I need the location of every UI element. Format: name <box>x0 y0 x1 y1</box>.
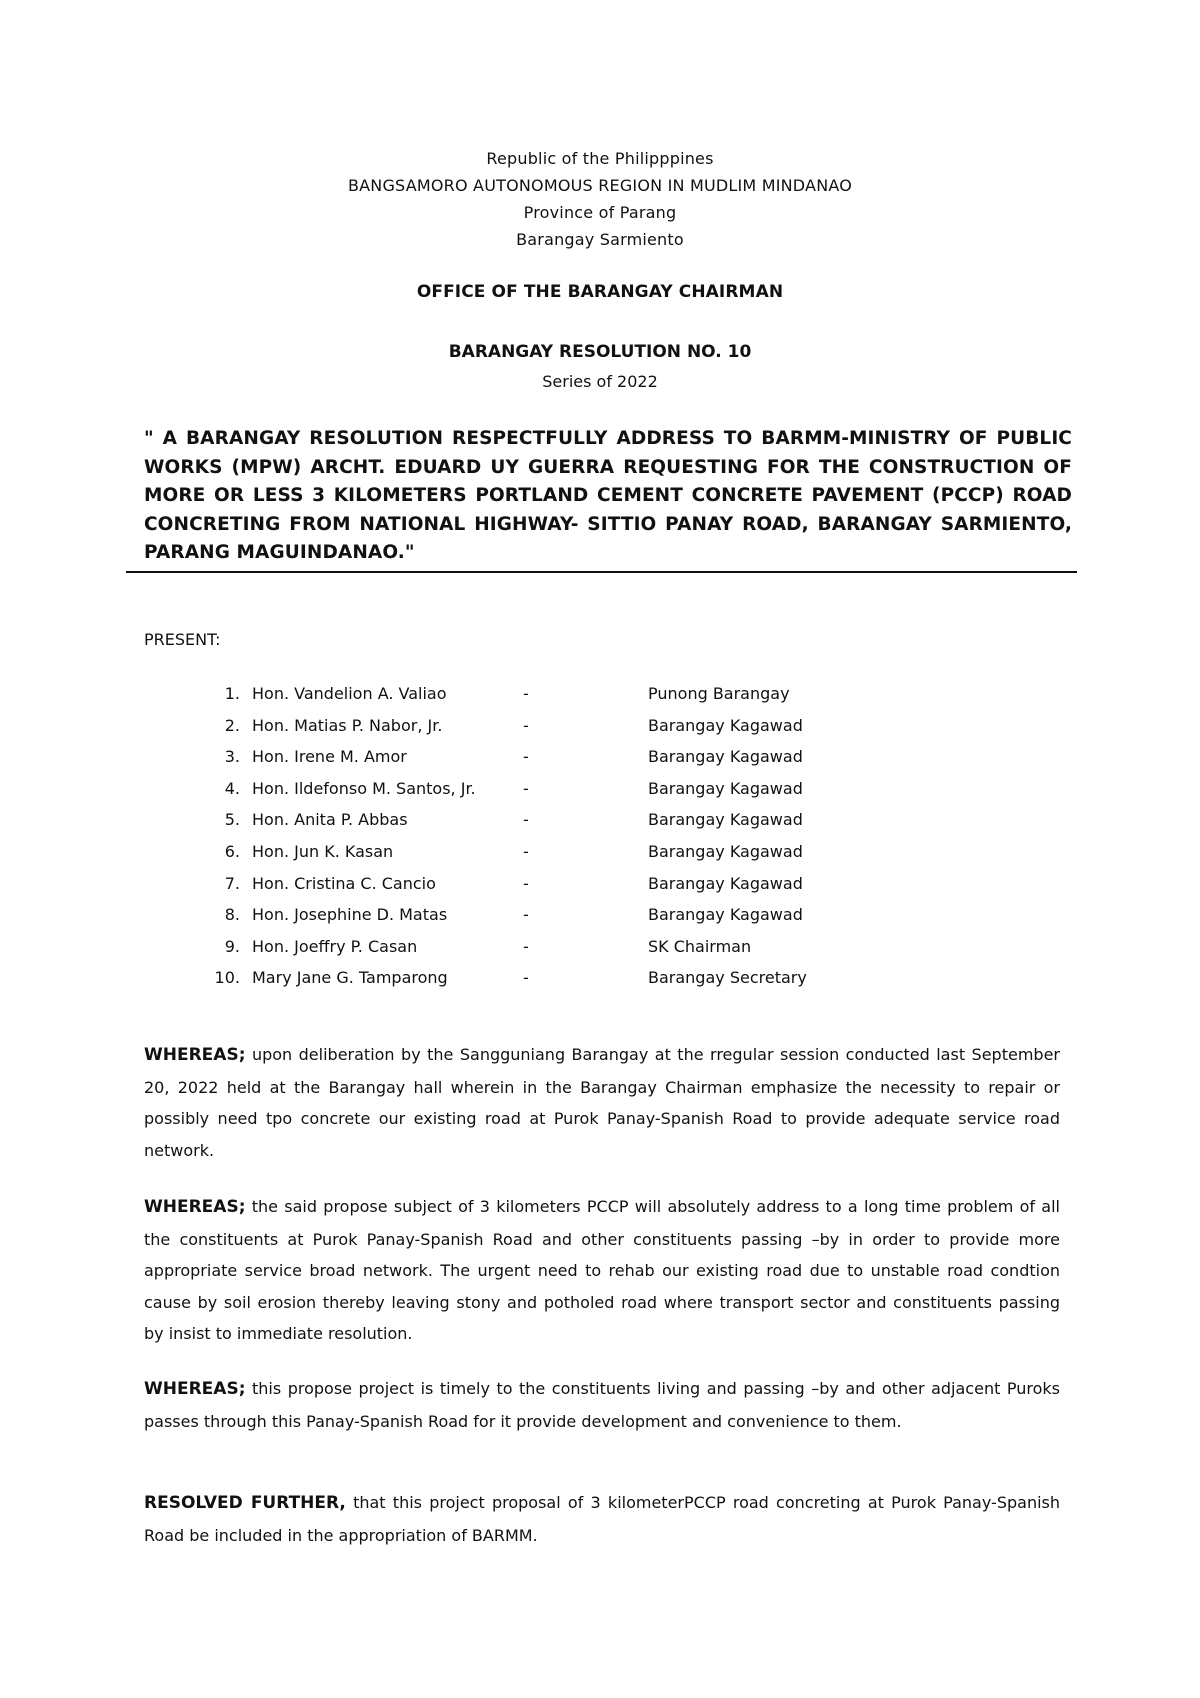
attendee-position: Barangay Kagawad <box>648 873 803 893</box>
attendee-dash: - <box>523 936 529 956</box>
attendee-number: 2. <box>224 715 240 735</box>
attendee-name: Hon. Anita P. Abbas <box>252 810 408 830</box>
attendee-position: Barangay Kagawad <box>648 715 803 735</box>
attendee-row <box>212 836 912 868</box>
letterhead-country: Republic of the Philipppines <box>486 149 714 168</box>
paragraph-text: the said propose subject of 3 kilometers PCCP will absolutely address to a long time problem of all the constituents at Purok Panay-Spanish Road and other constituents passing –by in order to provide more appropriate service broad network. The urgent need to rehab our existing road due to unstable road condtion cause by soil erosion thereby leaving stony and potholed road where transport sector and constituents passing by insist to immediate resolution. <box>144 1197 1060 1343</box>
attendee-number: 8. <box>224 905 240 925</box>
attendee-name: Hon. Ildefonso M. Santos, Jr. <box>252 778 476 798</box>
attendee-number: 9. <box>224 936 240 956</box>
paragraph-text: upon deliberation by the Sangguniang Barangay at the rregular session conducted last September 20, 2022 held at the Barangay hall wherein in the Barangay Chairman emphasize the necessity to repair or possibly need tpo concrete our existing road at Purok Panay-Spanish Road to provide adequate service road network. <box>144 1045 1060 1160</box>
attendee-name: Hon. Cristina C. Cancio <box>252 873 436 893</box>
office-title: OFFICE OF THE BARANGAY CHAIRMAN <box>416 282 784 302</box>
attendee-row <box>212 678 912 710</box>
attendee-position: SK Chairman <box>648 936 752 956</box>
attendee-position: Punong Barangay <box>648 684 790 703</box>
letterhead-barangay: Barangay Sarmiento <box>516 230 684 249</box>
attendee-number: 3. <box>224 747 240 767</box>
whereas-paragraph <box>144 1039 1060 1166</box>
attendee-position: Barangay Kagawad <box>648 905 803 925</box>
attendee-number: 7. <box>224 873 240 893</box>
attendee-dash: - <box>523 841 529 861</box>
attendee-row <box>212 931 912 963</box>
attendee-name: Hon. Joeffry P. Casan <box>252 936 418 956</box>
attendee-number: 1. <box>224 684 240 703</box>
resolution-number: BARANGAY RESOLUTION NO. 10 <box>448 342 752 362</box>
attendee-dash: - <box>523 968 529 988</box>
letterhead-region: BANGSAMORO AUTONOMOUS REGION IN MUDLIM MINDANAO <box>347 176 853 195</box>
paragraph-lead: WHEREAS; <box>144 1045 246 1065</box>
whereas-paragraph <box>144 1191 1060 1350</box>
attendee-position: Barangay Kagawad <box>648 841 803 861</box>
resolution-series: Series of 2022 <box>542 372 658 391</box>
attendee-position: Barangay Kagawad <box>648 810 803 830</box>
paragraph-lead: WHEREAS; <box>144 1197 246 1217</box>
paragraph-text: that this project proposal of 3 kilometerPCCP road concreting at Purok Panay-Spanish Road be included in the appropriation of BARMM. <box>144 1493 1061 1545</box>
attendee-dash: - <box>523 778 529 798</box>
attendee-number: 6. <box>224 841 240 861</box>
attendee-position: Barangay Kagawad <box>648 778 803 798</box>
attendee-dash: - <box>523 684 529 703</box>
attendee-row <box>212 868 912 900</box>
attendee-dash: - <box>523 747 529 767</box>
attendee-dash: - <box>523 905 529 925</box>
attendee-number: 10. <box>214 968 240 988</box>
attendee-row <box>212 962 912 994</box>
attendee-name: Hon. Jun K. Kasan <box>252 841 394 861</box>
attendee-dash: - <box>523 715 529 735</box>
attendee-name: Hon. Matias P. Nabor, Jr. <box>252 715 443 735</box>
attendee-name: Hon. Vandelion A. Valiao <box>252 684 447 703</box>
title-divider <box>126 571 1077 573</box>
attendee-row <box>212 710 912 742</box>
attendee-name: Hon. Irene M. Amor <box>252 747 407 767</box>
attendee-row <box>212 741 912 773</box>
attendee-number: 4. <box>224 778 240 798</box>
attendee-row <box>212 804 912 836</box>
paragraph-lead: WHEREAS; <box>144 1379 246 1399</box>
letterhead-province: Province of Parang <box>523 203 677 222</box>
paragraph-lead: RESOLVED FURTHER, <box>144 1493 346 1513</box>
attendee-row <box>212 899 912 931</box>
attendee-name: Hon. Josephine D. Matas <box>252 905 448 925</box>
whereas-paragraph <box>144 1373 1060 1437</box>
attendee-dash: - <box>523 873 529 893</box>
resolution-title: " A BARANGAY RESOLUTION RESPECTFULLY ADDRESS TO BARMM-MINISTRY OF PUBLIC WORKS (MPW) ARCHT. EDUARD UY GUERRA REQUESTING FOR THE CONSTRUCTION OF MORE OR LESS 3 KILOMETERS PORTLAND CEMENT CONCRETE PAVEMENT (PCCP) ROAD CONCRETING FROM NATIONAL HIGHWAY- SITTIO PANAY ROAD, BARANGAY SARMIENTO, PARANG MAGUINDANAO." <box>144 428 1072 563</box>
attendee-dash: - <box>523 810 529 830</box>
resolved-paragraph <box>144 1487 1060 1551</box>
attendee-number: 5. <box>224 810 240 830</box>
attendee-position: Barangay Kagawad <box>648 747 803 767</box>
attendee-row <box>212 773 912 805</box>
paragraph-text: this propose project is timely to the constituents living and passing –by and other adjacent Puroks passes through this Panay-Spanish Road for it provide development and convenience to them. <box>144 1379 1060 1431</box>
attendee-name: Mary Jane G. Tamparong <box>252 968 448 988</box>
attendee-position: Barangay Secretary <box>648 968 807 988</box>
present-label: PRESENT: <box>144 630 221 649</box>
attendee-list <box>212 678 912 994</box>
letterhead <box>0 145 1200 253</box>
